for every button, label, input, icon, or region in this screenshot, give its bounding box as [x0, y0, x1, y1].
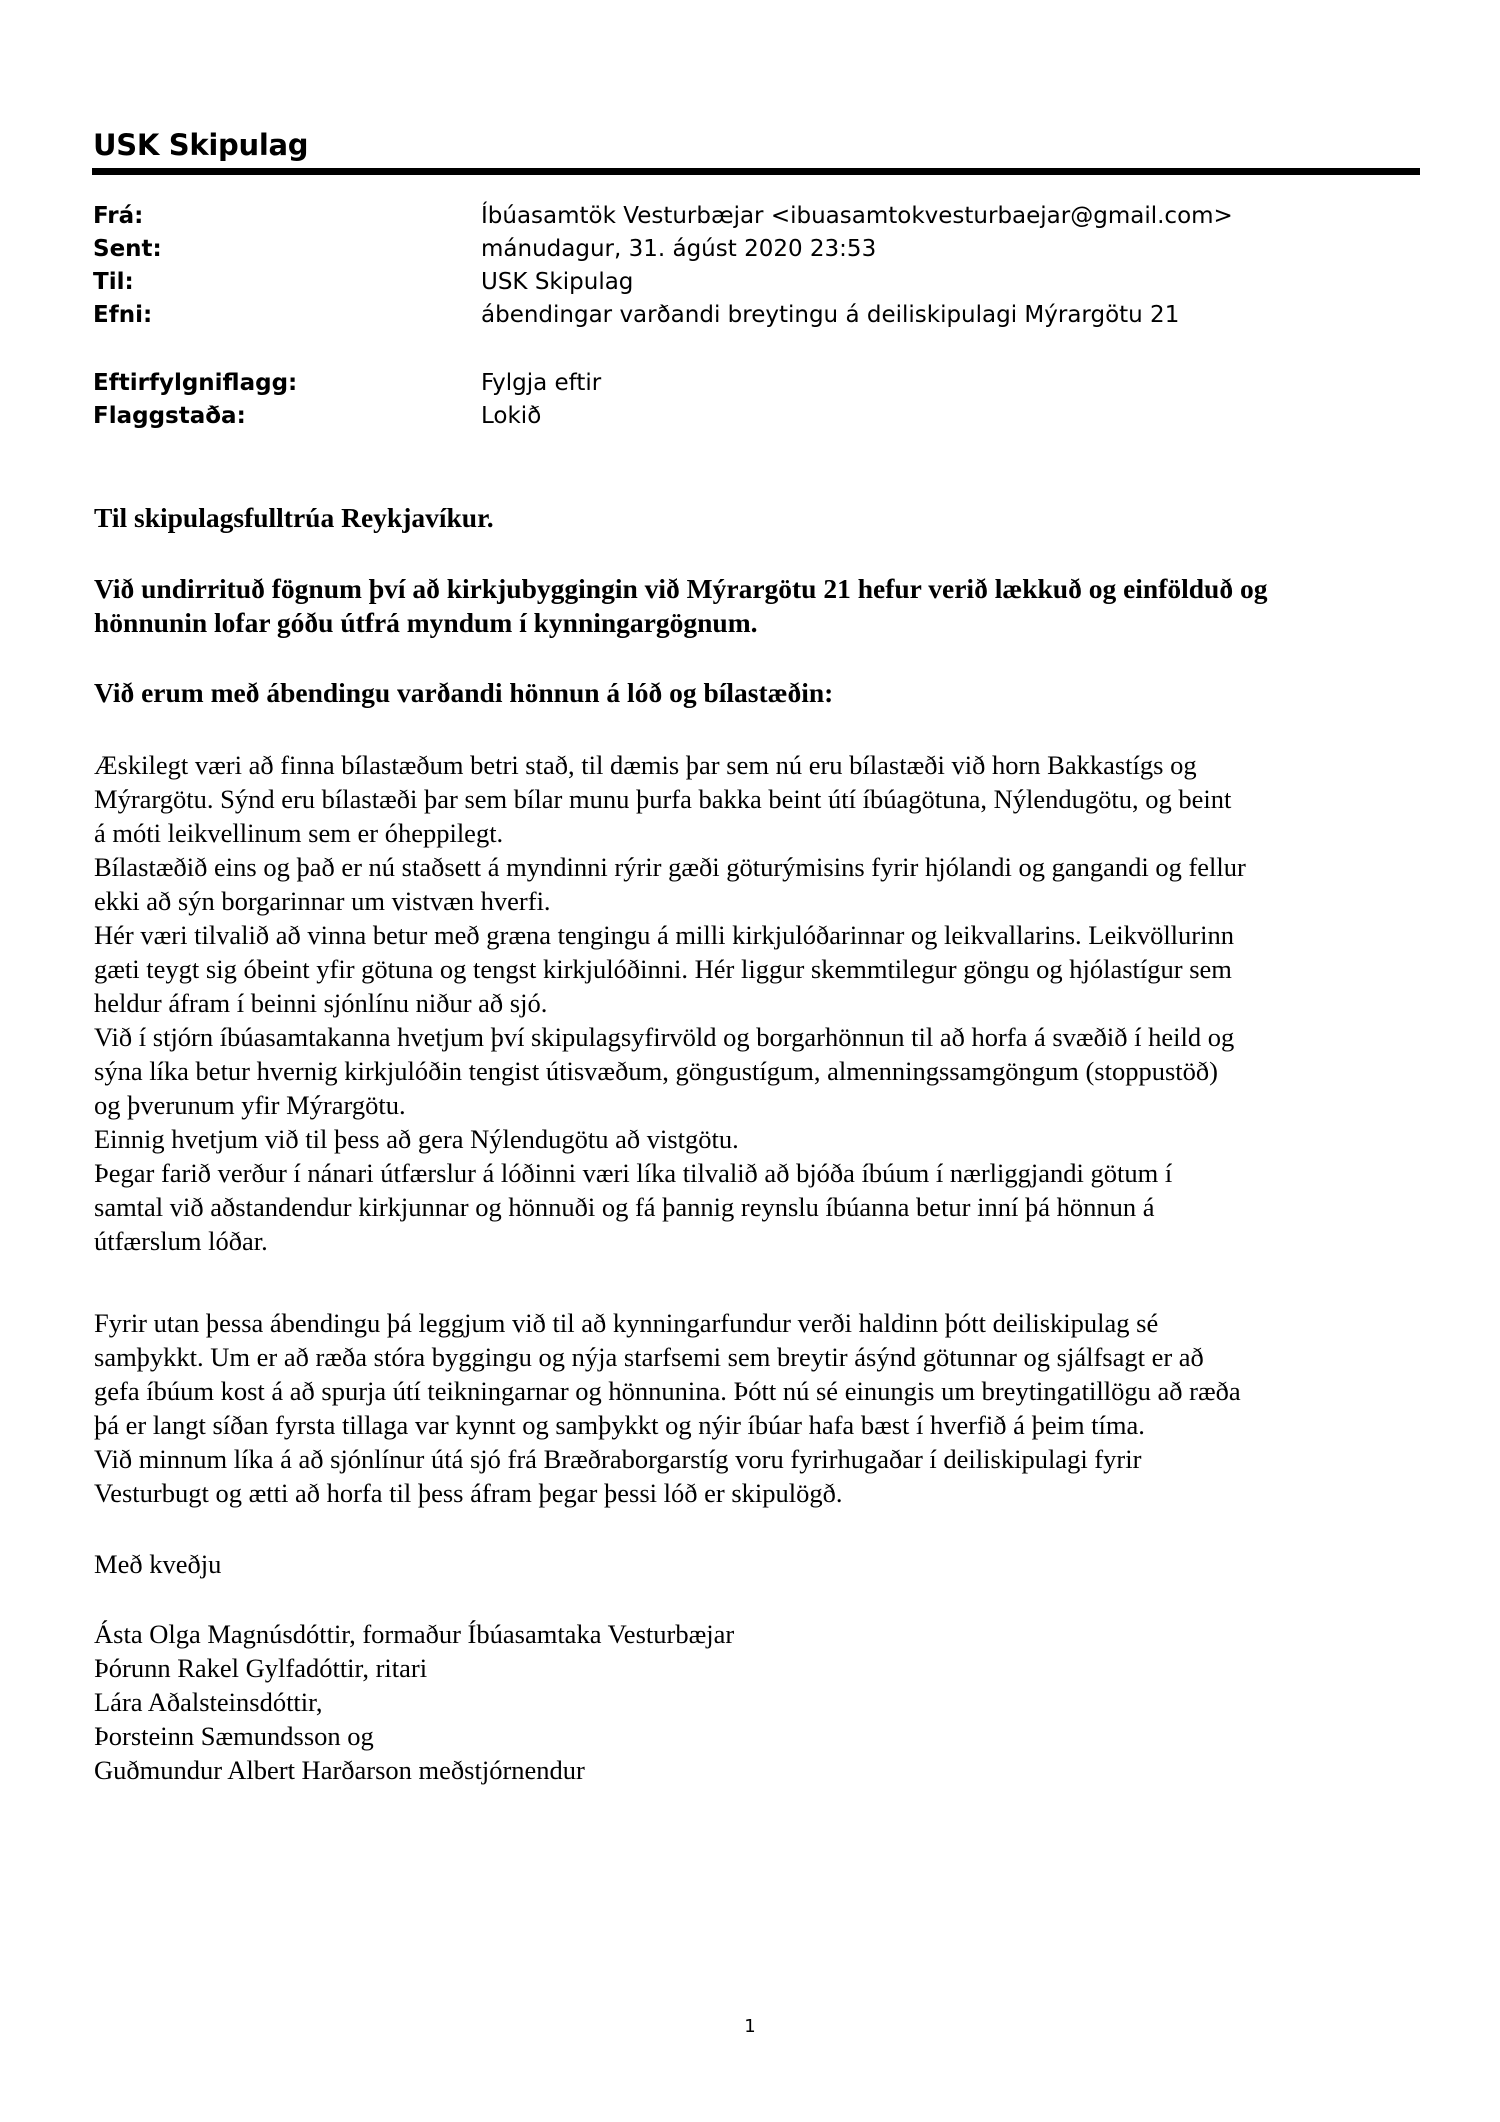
header-label-flag-status: Flaggstaða: [93, 403, 246, 429]
signature-line: Guðmundur Albert Harðarson meðstjórnendur [94, 1755, 585, 1785]
subheading: Við erum með ábendingu varðandi hönnun á lóð og bílastæðin: [94, 677, 834, 708]
signature-line: Lára Aðalsteinsdóttir, [94, 1687, 323, 1717]
header-label-subject: Efni: [93, 302, 153, 328]
header-value-sent: mánudagur, 31. ágúst 2020 23:53 [481, 236, 877, 262]
intro-paragraph: Við undirrituð fögnum því að kirkjubyggingin við Mýrargötu 21 hefur verið lækkuð og einfölduð og hönnunin lofar góðu útfrá myndum í kynningargögnum. [94, 573, 1268, 638]
header-label-from: Frá: [93, 203, 144, 229]
header-value-followup-flag: Fylgja eftir [481, 370, 602, 396]
signature-line: Þórunn Rakel Gylfadóttir, ritari [94, 1653, 428, 1683]
paragraph-2: Fyrir utan þessa ábendingu þá leggjum við til að kynningarfundur verði haldinn þótt deiliskipulag sé samþykkt. Um er að ræða stóra byggingu og nýja starfsemi sem breytir ásýnd götunnar og sjálfsagt er að gefa íbúum kost á að spurja útí teikningarnar og hönnunina. Þótt nú sé einungis um breytingatillögu að ræða þá er langt síðan fyrsta tillaga var kynnt og samþykkt og nýir íbúar hafa bæst í hverfið á þeim tíma. Við minnum líka á að sjónlínur útá sjó frá Bræðraborgarstíg voru fyrirhugaðar í deiliskipulagi fyrir Vesturbugt og ætti að horfa til þess áfram þegar þessi lóð er skipulögð. [94, 1308, 1241, 1508]
header-label-to: Til: [93, 269, 134, 295]
header-row-sent [93, 236, 1393, 269]
mailbox-title: USK Skipulag [93, 128, 309, 162]
header-value-flag-status: Lokið [481, 403, 542, 429]
header-row-flag-status [93, 403, 1393, 436]
page-number: 1 [744, 2016, 756, 2037]
signature-line: Ásta Olga Magnúsdóttir, formaður Íbúasamtaka Vesturbæjar [94, 1619, 735, 1649]
signature-block [94, 1617, 1434, 1787]
header-label-followup-flag: Eftirfylgniflagg: [93, 370, 298, 396]
title-divider [92, 168, 1420, 175]
salutation: Til skipulagsfulltrúa Reykjavíkur. [94, 502, 494, 533]
paragraph-1: Æskilegt væri að finna bílastæðum betri stað, til dæmis þar sem nú eru bílastæði við horn Bakkastígs og Mýrargötu. Sýnd eru bílastæði þar sem bílar munu þurfa bakka beint útí íbúagötuna, Nýlendugötu, og beint á móti leikvellinum sem er óheppilegt. Bílastæðið eins og það er nú staðsett á myndinni rýrir gæði göturýmisins fyrir hjólandi og gangandi og fellur ekki að sýn borgarinnar um vistvæn hverfi. Hér væri tilvalið að vinna betur með græna tengingu á milli kirkjulóðarinnar og leikvallarins. Leikvöllurinn gæti teygt sig óbeint yfir götuna og tengst kirkjulóðinni. Hér liggur skemmtilegur göngu og hjólastígur sem heldur áfram í beinni sjónlínu niður að sjó. Við í stjórn íbúasamtakanna hvetjum því skipulagsyfirvöld og borgarhönnun til að horfa á svæðið í heild og sýna líka betur hvernig kirkjulóðin tengist útisvæðum, göngustígum, almenningssamgöngum (stoppustöð) og þverunum yfir Mýrargötu. Einnig hvetjum við til þess að gera Nýlendugötu að vistgötu. Þegar farið verður í nánari útfærslur á lóðinni væri líka tilvalið að bjóða íbúum í nærliggjandi götum í samtal við aðstandendur kirkjunnar og hönnuði og fá þannig reynslu íbúanna betur inní þá hönnun á útfærslum lóðar. [94, 750, 1246, 1256]
header-row-followup-flag [93, 370, 1393, 403]
header-value-subject: ábendingar varðandi breytingu á deiliskipulagi Mýrargötu 21 [481, 302, 1180, 328]
header-row-subject [93, 302, 1393, 335]
header-value-from: Íbúasamtök Vesturbæjar <ibuasamtokvesturbaejar@gmail.com> [481, 203, 1233, 229]
header-row-to [93, 269, 1393, 302]
header-row-from [93, 203, 1393, 236]
header-label-sent: Sent: [93, 236, 162, 262]
closing: Með kveðju [94, 1549, 222, 1579]
signature-line: Þorsteinn Sæmundsson og [94, 1721, 374, 1751]
header-value-to: USK Skipulag [481, 269, 634, 295]
